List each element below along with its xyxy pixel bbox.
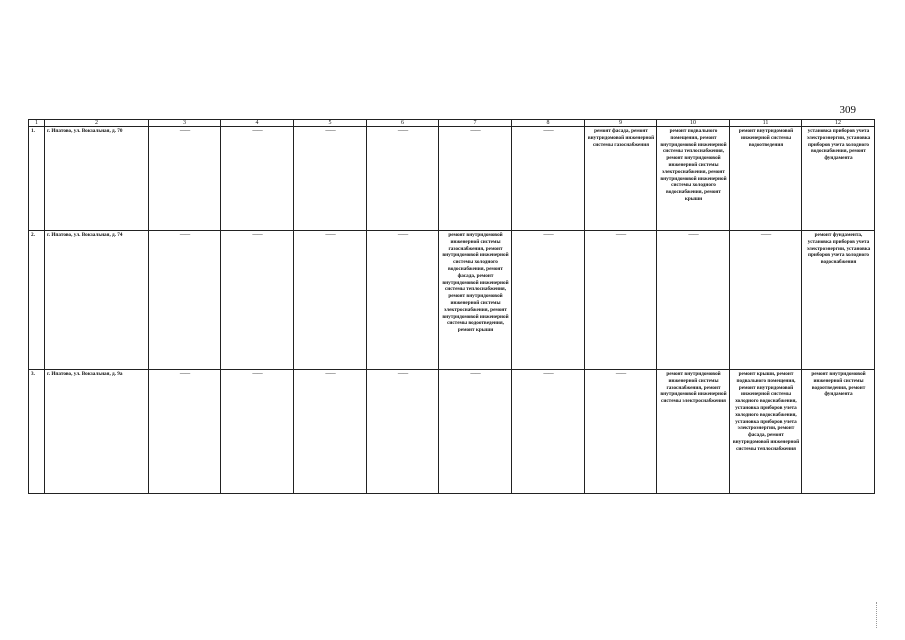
work-cell: ремонт подвального помещения, ремонт внутридомовой инженерной системы теплоснабжения, ремонт внутридомовой инженерной системы электроснабжения, ремонт внутридомовой инженерной системы холодного водоснабжения, ремонт крыши xyxy=(657,127,730,231)
empty-cell: —— xyxy=(294,370,367,494)
empty-cell: —— xyxy=(294,231,367,370)
empty-cell: —— xyxy=(439,370,512,494)
empty-cell: —— xyxy=(367,127,439,231)
table-row xyxy=(29,127,875,231)
empty-cell: —— xyxy=(439,127,512,231)
empty-cell: —— xyxy=(585,370,657,494)
column-header: 3 xyxy=(149,120,221,127)
empty-cell: —— xyxy=(367,370,439,494)
empty-cell: —— xyxy=(512,370,585,494)
column-header: 11 xyxy=(730,120,802,127)
address-cell: г. Ипатово, ул. Вокзальная, д. 9а xyxy=(45,370,149,494)
address-cell: г. Ипатово, ул. Вокзальная, д. 74 xyxy=(45,231,149,370)
empty-cell: —— xyxy=(221,231,294,370)
row-number: 1. xyxy=(29,127,45,231)
column-header: 8 xyxy=(512,120,585,127)
empty-cell: —— xyxy=(149,231,221,370)
page-number: 309 xyxy=(839,104,856,116)
row-number: 3. xyxy=(29,370,45,494)
empty-cell: —— xyxy=(512,127,585,231)
column-header: 6 xyxy=(367,120,439,127)
column-header: 5 xyxy=(294,120,367,127)
column-header: 7 xyxy=(439,120,512,127)
table-row xyxy=(29,231,875,370)
work-cell: ремонт внутридомовой инженерной системы водоотведения, ремонт фундамента xyxy=(802,370,875,494)
empty-cell: —— xyxy=(149,127,221,231)
work-cell: ремонт внутридомовой инженерной системы газоснабжения, ремонт внутридомовой инженерной системы холодного водоснабжения, ремонт фасада, ремонт внутридомовой инженерной системы теплоснабжения, ремонт внутридомовой инженерной системы электроснабжения, ремонт внутридомовой инженерной системы водоотведения, ремонт крыши xyxy=(439,231,512,370)
empty-cell: —— xyxy=(585,231,657,370)
work-cell: ремонт крыши, ремонт подвального помещения, ремонт внутридомовой инженерной системы холодного водоснабжения, установка приборов учета холодного водоснабжения, установка приборов учета электроэнергии, ремонт фасада, ремонт внутридомовой инженерной системы теплоснабжения xyxy=(730,370,802,494)
header-row xyxy=(29,120,875,127)
work-cell: ремонт внутридомовой инженерной системы газоснабжения, ремонт внутридомовой инженерной системы электроснабжения xyxy=(657,370,730,494)
column-header: 12 xyxy=(802,120,875,127)
empty-cell: —— xyxy=(294,127,367,231)
empty-cell: —— xyxy=(730,231,802,370)
work-cell: ремонт фундамента, установка приборов учета электроэнергии, установка приборов учета холодного водоснабжения xyxy=(802,231,875,370)
column-header: 1 xyxy=(29,120,45,127)
address-cell: г. Ипатово, ул. Вокзальная, д. 70 xyxy=(45,127,149,231)
column-header: 9 xyxy=(585,120,657,127)
column-header: 10 xyxy=(657,120,730,127)
empty-cell: —— xyxy=(512,231,585,370)
empty-cell: —— xyxy=(149,370,221,494)
table-row xyxy=(29,370,875,494)
empty-cell: —— xyxy=(221,127,294,231)
empty-cell: —— xyxy=(367,231,439,370)
repair-schedule-table xyxy=(28,119,875,494)
work-cell: ремонт внутридомовой инженерной системы водоотведения xyxy=(730,127,802,231)
work-cell: установка приборов учета электроэнергии, установка приборов учета холодного водоснабжения, ремонт фундамента xyxy=(802,127,875,231)
empty-cell: —— xyxy=(221,370,294,494)
empty-cell: —— xyxy=(657,231,730,370)
column-header: 2 xyxy=(45,120,149,127)
row-number: 2. xyxy=(29,231,45,370)
scan-edge-mark xyxy=(876,602,879,628)
column-header: 4 xyxy=(221,120,294,127)
work-cell: ремонт фасада, ремонт внутридомовой инженерной системы газоснабжения xyxy=(585,127,657,231)
